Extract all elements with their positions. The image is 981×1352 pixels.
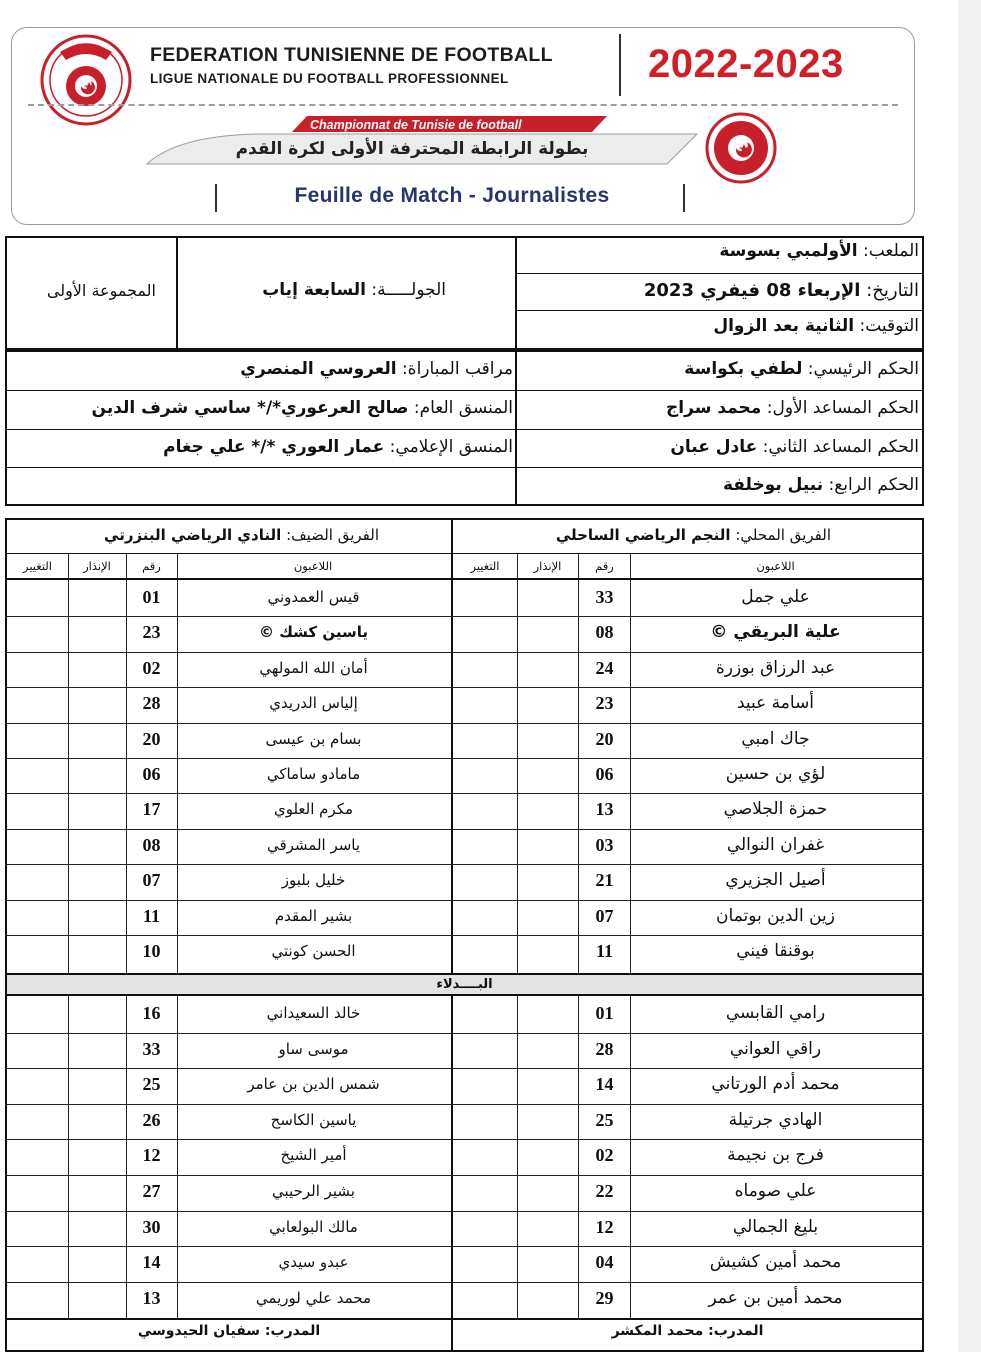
away-player-name: ياسين الكاسح — [270, 1111, 357, 1129]
home-player-name: زين الدين بوتمان — [716, 906, 835, 926]
home-team-header: الفريق المحلي: النجم الرياضي الساحلي — [555, 526, 831, 544]
home-player-number: 14 — [595, 1074, 614, 1094]
home-player-number: 11 — [595, 941, 613, 961]
header-row-line — [6, 553, 923, 554]
league-name: LIGUE NATIONALE DU FOOTBALL PROFESSIONNEL — [150, 71, 509, 86]
home-player-number: 28 — [595, 1039, 614, 1059]
header-card — [11, 27, 915, 225]
home-player-name: جاك امبي — [741, 729, 810, 749]
away-player-name: موسى ساو — [278, 1040, 349, 1058]
away-col-warning: الإنذار — [83, 559, 111, 573]
home-player-name: علية البريقي © — [710, 622, 841, 642]
away-player-number: 11 — [142, 906, 160, 926]
table-row-line — [6, 793, 923, 794]
table-row-line — [6, 1033, 923, 1034]
home-player-name: محمد أمين بن عمر — [708, 1288, 843, 1308]
away-player-name: أمان الله المولهي — [259, 659, 368, 677]
referee: الحكم الرئيسي: لطفي بكواسة — [684, 359, 919, 379]
page-margin — [958, 0, 981, 1352]
home-player-number: 22 — [595, 1181, 614, 1201]
stadium: الملعب: الأولمبي بسوسة — [719, 241, 919, 261]
home-player-number: 23 — [595, 693, 614, 713]
away-player-name: محمد علي لوريمي — [255, 1289, 372, 1307]
header-divider — [619, 34, 621, 96]
home-player-number: 08 — [595, 622, 614, 642]
home-player-name: أسامة عبيد — [736, 693, 815, 713]
away-col-number: رقم — [142, 559, 161, 573]
away-player-number: 26 — [142, 1110, 161, 1130]
away-player-number: 17 — [142, 799, 161, 819]
substitutes-band — [7, 973, 922, 996]
away-col-change: التغيير — [22, 559, 52, 573]
home-player-number: 21 — [595, 870, 614, 890]
substitutes-label: البــــدلاء — [436, 977, 493, 992]
away-player-name: قيس العمدوني — [267, 588, 360, 606]
match-round: الجولـــــة: السابعة إياب — [262, 280, 446, 300]
away-player-number: 01 — [142, 587, 161, 607]
general-coordinator: المنسق العام: صالح العرعوري*/* ساسي شرف الدين — [91, 398, 513, 418]
away-player-name: أمير الشيخ — [280, 1146, 347, 1164]
home-player-number: 03 — [595, 835, 614, 855]
table-row-line — [6, 616, 923, 617]
away-player-name: خالد السعيداني — [266, 1004, 361, 1022]
officials-row-line — [6, 429, 923, 430]
home-player-name: فرج بن نجيمة — [727, 1145, 824, 1165]
federation-name: FEDERATION TUNISIENNE DE FOOTBALL — [150, 44, 553, 66]
teams-center-divider — [451, 996, 453, 1352]
away-player-number: 14 — [142, 1252, 161, 1272]
away-player-number: 13 — [142, 1288, 161, 1308]
away-player-name: بشير المقدم — [274, 907, 353, 925]
fourth-official: الحكم الرابع: نبيل بوخلفة — [722, 475, 919, 495]
away-player-number: 33 — [142, 1039, 161, 1059]
season-label: 2022-2023 — [648, 42, 844, 86]
away-player-name: مامادو ساماكي — [266, 765, 361, 783]
home-col-warning: الإنذار — [533, 559, 562, 573]
home-player-name: بليغ الجمالي — [732, 1217, 819, 1237]
officials-row-line — [6, 390, 923, 391]
home-player-number: 25 — [595, 1110, 614, 1130]
away-player-name: مكرم العلوي — [273, 800, 354, 818]
away-player-number: 23 — [142, 622, 161, 642]
info-divider-2 — [515, 236, 517, 350]
away-player-number: 25 — [142, 1074, 161, 1094]
assistant-referee-2: الحكم المساعد الثاني: عادل عبان — [670, 437, 919, 457]
media-coordinator: المنسق الإعلامي: عمار العوري */* علي جغام — [163, 437, 513, 457]
away-player-number: 16 — [142, 1003, 161, 1023]
home-player-name: علي جمل — [741, 587, 810, 607]
info-row-line — [516, 310, 922, 311]
home-player-number: 13 — [595, 799, 614, 819]
table-row-line — [6, 652, 923, 653]
home-col-number: رقم — [595, 559, 614, 573]
sheet-title: Feuille de Match - Journalistes — [294, 184, 610, 207]
table-row-line — [6, 900, 923, 901]
away-player-number: 08 — [142, 835, 161, 855]
home-col-change: التغيير — [470, 559, 500, 573]
title-bar-left — [215, 184, 217, 212]
table-row-line — [6, 1139, 923, 1140]
away-player-number: 06 — [142, 764, 161, 784]
info-divider-1 — [176, 236, 178, 350]
home-player-name: رامي القابسي — [725, 1003, 826, 1023]
away-player-number: 30 — [142, 1217, 161, 1237]
home-player-number: 24 — [595, 658, 614, 678]
away-player-name: الحسن كونتي — [271, 942, 356, 960]
home-player-name: محمد أدم الورتاني — [711, 1074, 840, 1094]
home-player-number: 12 — [595, 1217, 614, 1237]
home-player-number: 29 — [595, 1288, 614, 1308]
home-player-number: 20 — [595, 729, 614, 749]
away-player-name: بسام بن عيسى — [265, 730, 362, 748]
home-player-number: 04 — [595, 1252, 614, 1272]
table-row-line — [6, 829, 923, 830]
home-player-name: حمزة الجلاصي — [723, 799, 828, 819]
table-row-line — [6, 1175, 923, 1176]
away-player-number: 27 — [142, 1181, 161, 1201]
championship-arabic: بطولة الرابطة المحترفة الأولى لكرة القدم — [235, 139, 589, 159]
match-observer: مراقب المباراة: العروسي المنصري — [240, 359, 513, 379]
home-player-name: عبد الرزاق بوزرة — [715, 658, 836, 678]
assistant-referee-1: الحكم المساعد الأول: محمد سراج — [666, 398, 919, 418]
away-coach: المدرب: سفيان الحيدوسي — [137, 1323, 321, 1339]
federation-logo — [40, 34, 132, 126]
away-player-name: بشير الرحيبي — [272, 1182, 355, 1200]
home-player-name: لؤي بن حسين — [725, 764, 826, 784]
away-player-number: 07 — [142, 870, 161, 890]
table-row-line — [6, 1246, 923, 1247]
home-player-number: 33 — [595, 587, 614, 607]
officials-divider — [515, 350, 517, 506]
col-line — [517, 996, 518, 1318]
match-time: التوقيت: الثانية بعد الزوال — [713, 316, 919, 336]
table-row-line — [6, 1282, 923, 1283]
home-player-number: 02 — [595, 1145, 614, 1165]
home-coach: المدرب: محمد المكشر — [611, 1323, 764, 1339]
away-player-number: 10 — [142, 941, 161, 961]
away-team-header: الفريق الضيف: النادي الرياضي البنزرتي — [104, 526, 379, 544]
table-row-line — [6, 1104, 923, 1105]
table-row-line — [6, 687, 923, 688]
home-player-name: غفران النوالي — [726, 835, 825, 855]
home-player-name: الهادي جرتيلة — [728, 1110, 823, 1130]
home-player-name: راقي العواني — [729, 1039, 822, 1059]
away-player-name: عبدو سيدي — [278, 1253, 349, 1271]
dashed-separator — [28, 104, 898, 106]
away-player-number: 20 — [142, 729, 161, 749]
col-line — [68, 996, 69, 1318]
away-player-name: شمس الدين بن عامر — [247, 1075, 380, 1093]
away-player-name: ياسين كشك © — [258, 623, 369, 641]
coach-row-line — [6, 1318, 923, 1320]
home-player-name: بوقنقا فيني — [736, 941, 815, 961]
league-logo — [705, 112, 777, 184]
match-date: التاريخ: الإربعاء 08 فيفري 2023 — [643, 280, 919, 301]
table-row-line — [6, 1068, 923, 1069]
table-row-line — [6, 935, 923, 936]
table-row-line — [6, 1211, 923, 1212]
info-row-line — [516, 273, 922, 274]
away-player-name: ياسر المشرقي — [266, 836, 361, 854]
home-col-players: اللاعبون — [756, 559, 795, 573]
teams-center-divider — [451, 518, 453, 973]
home-player-number: 06 — [595, 764, 614, 784]
title-bar-right — [683, 184, 685, 212]
home-player-name: علي صوماه — [734, 1181, 817, 1201]
table-row-line — [6, 758, 923, 759]
away-player-number: 28 — [142, 693, 161, 713]
away-player-name: مالك البولعابي — [269, 1218, 358, 1236]
column-header-line — [6, 578, 923, 580]
away-col-players: اللاعبون — [293, 559, 333, 573]
match-group: المجموعة الأولى — [46, 281, 156, 300]
home-player-name: محمد أمين كشيش — [709, 1252, 842, 1272]
home-player-name: أصيل الجزيري — [725, 870, 826, 890]
home-player-number: 07 — [595, 906, 614, 926]
away-player-number: 02 — [142, 658, 161, 678]
away-player-name: إلياس الدريدي — [269, 694, 358, 712]
away-player-number: 12 — [142, 1145, 161, 1165]
away-player-name: خليل بلبوز — [281, 871, 346, 889]
table-row-line — [6, 723, 923, 724]
table-row-line — [6, 864, 923, 865]
championship-label: Championnat de Tunisie de football — [310, 118, 522, 132]
home-player-number: 01 — [595, 1003, 614, 1023]
officials-row-line — [6, 467, 923, 468]
